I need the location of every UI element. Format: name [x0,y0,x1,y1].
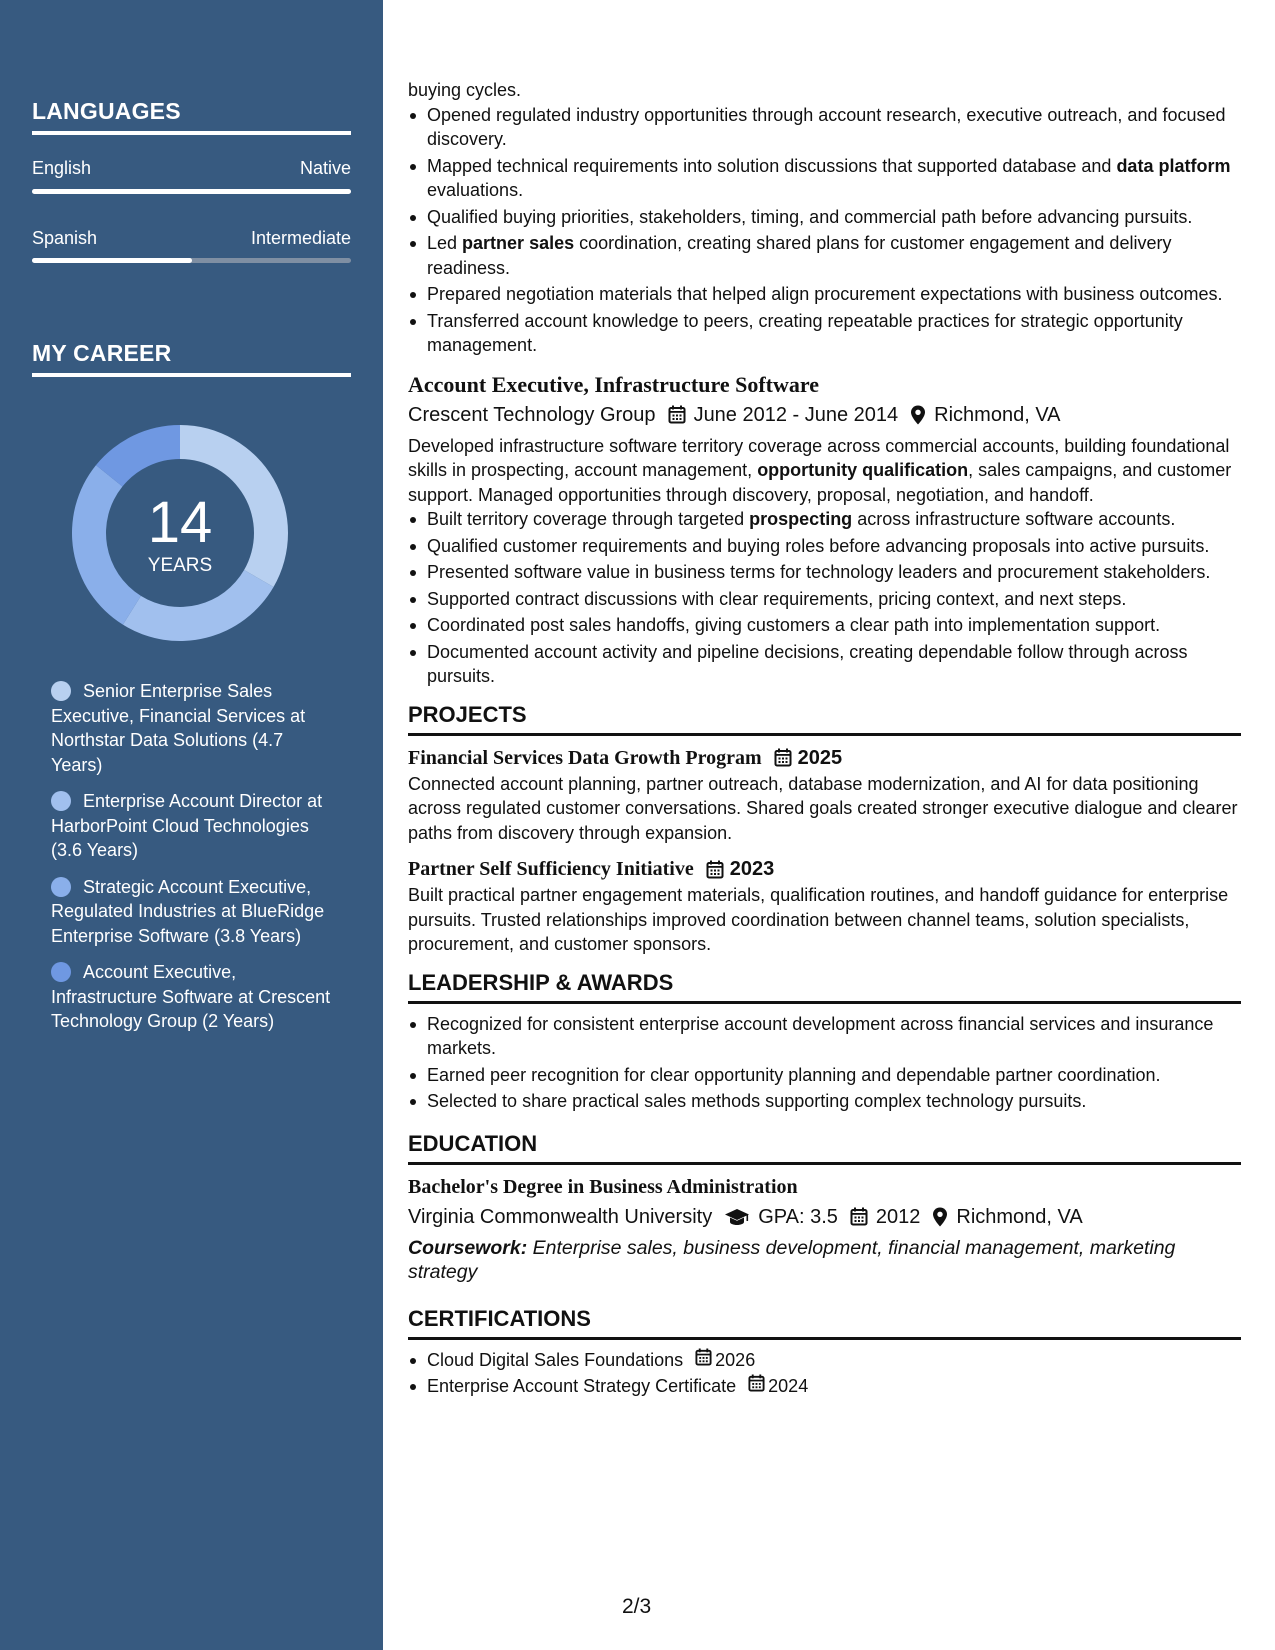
project-description: Built practical partner engagement materials, qualification routines, and handoff guidance for enterprise pursuits. Trusted relationships improved coordination between channel teams, solution specialists, procurement, and customer sponsors. [408,885,1229,954]
career-list [51,679,331,1046]
job-dates: June 2012 - June 2014 [693,403,899,426]
project-description: Connected account planning, partner outreach, database modernization, and AI for data positioning across regulated customer conversations. Shared goals created stronger executive dialogue and clearer paths from discovery through expansion. [408,773,1238,843]
donut-segment [123,570,274,641]
projects-heading: PROJECTS [408,701,1241,736]
prev-job-tail: buying cycles. [408,80,522,100]
leadership-item: Earned peer recognition for clear opportunity planning and dependable partner coordination. [408,1063,1241,1088]
text-run: Developed infrastructure software territory coverage across commercial accounts, building foundational skills in prospecting, account management, [408,435,1230,480]
bullet-item [408,560,1241,585]
bullet-item [408,282,1241,307]
career-item-text: Strategic Account Executive, Regulated Industries at BlueRidge Enterprise Software (3.8 Years) [51,876,325,946]
language-bar-english [32,189,351,194]
language-name: English [32,158,92,178]
language-level: Intermediate [250,228,351,248]
text-run: Built territory coverage through targeted [427,509,750,529]
bullet-item [408,640,1241,689]
text-run: across infrastructure software accounts. [852,509,1176,529]
career-dot-icon [51,681,71,701]
location-pin-icon [910,405,926,425]
location-pin-icon [932,1207,948,1227]
calendar-icon [706,860,724,879]
job-summary [408,434,1241,508]
certification-item [408,1348,1241,1373]
project-item [408,744,1241,846]
career-item-text: Enterprise Account Director at HarborPoint Cloud Technologies (3.6 Years) [51,791,323,860]
language-bar-fill [32,189,351,194]
page-number: 2/3 [622,1595,652,1618]
job-company: Crescent Technology Group [408,403,656,426]
text-run: evaluations. [427,180,524,200]
text-run: Supported contract discussions with clear requirements, pricing context, and next steps. [427,588,1127,609]
text-run: Led [427,233,463,253]
project-title-row [408,855,1241,883]
text-run: coordination, creating shared plans for customer engagement and delivery readiness. [427,233,1172,278]
calendar-icon [748,1374,768,1392]
text-run: Prepared negotiation materials that helped align procurement expectations with business outcomes. [427,284,1223,304]
career-heading: MY CAREER [32,340,351,377]
career-item [51,875,331,949]
calendar-icon [850,1207,868,1226]
bold-text: opportunity qualification [757,460,969,480]
certification-name: Cloud Digital Sales Foundations [427,1349,684,1370]
certification-item [408,1374,1241,1399]
certification-name: Enterprise Account Strategy Certificate [427,1376,737,1396]
languages-heading: LANGUAGES [32,98,351,135]
leadership-heading: LEADERSHIP & AWARDS [408,969,1241,1004]
career-item [51,789,331,863]
job-title: Account Executive, Infrastructure Software [408,371,819,397]
leadership-item: Selected to share practical sales methods supporting complex technology pursuits. [408,1089,1241,1114]
sidebar [0,0,383,1650]
text-run: Transferred account knowledge to peers, creating repeatable practices for strategic opportunity management. [427,310,1183,355]
bullet-item [408,309,1241,358]
text-run: Presented software value in business terms for technology leaders and procurement stakeholders. [427,562,1211,582]
job-bullets [408,507,1241,689]
bullet-item [408,154,1241,203]
career-years-unit: YEARS [147,555,213,576]
career-dot-icon [51,962,71,982]
certification-year: 2024 [768,1376,809,1396]
job-location: Richmond, VA [934,403,1061,426]
text-run: Opened regulated industry opportunities through account research, executive outreach, and focused discovery. [427,104,1226,149]
bullet-item [408,587,1241,612]
career-total-years: 14 [147,490,213,555]
text-run: Coordinated post sales handoffs, giving customers a clear path into implementation support. [427,615,1161,635]
career-item [51,679,331,777]
bullet-item [408,205,1241,230]
career-dot-icon [51,791,71,811]
calendar-icon [774,748,792,767]
language-bar-spanish [32,258,351,263]
graduation-cap-icon [724,1208,750,1226]
education-location: Richmond, VA [956,1205,1083,1228]
education-year: 2012 [875,1205,921,1228]
language-bar-fill [32,258,192,263]
career-item-text: Senior Enterprise Sales Executive, Financial Services at Northstar Data Solutions (4.7 Years) [51,681,306,775]
project-year: 2025 [797,746,843,769]
education-degree: Bachelor's Degree in Business Administration [408,1175,798,1198]
project-year: 2023 [729,858,775,880]
bold-text: prospecting [749,509,853,529]
bullet-item [408,534,1241,559]
project-item [408,855,1241,957]
job-meta [408,400,1241,430]
project-title: Partner Self Sufficiency Initiative [408,858,694,880]
donut-segment [72,465,141,625]
project-title-row [408,744,1241,772]
prev-job-bullets [408,103,1241,358]
text-run: Qualified buying priorities, stakeholders, timing, and commercial path before advancing pursuits. [427,206,1193,227]
text-run: Documented account activity and pipeline decisions, creating dependable follow through across pursuits. [427,641,1188,686]
education-coursework [408,1236,1241,1285]
text-run: Qualified customer requirements and buying roles before advancing proposals into active pursuits. [427,535,1210,556]
bold-text: partner sales [462,233,575,253]
text-run: Mapped technical requirements into solution discussions that supported database and [427,155,1117,176]
career-dot-icon [51,877,71,897]
certification-year: 2026 [715,1349,756,1370]
education-heading: EDUCATION [408,1130,1241,1165]
certifications-heading: CERTIFICATIONS [408,1305,1241,1340]
calendar-icon [668,405,686,424]
bullet-item [408,613,1241,638]
project-title: Financial Services Data Growth Program [408,746,762,769]
text-run: , sales campaigns, and customer support. Managed opportunities through discovery, proposal, negotiation, and handoff. [408,460,1232,505]
bold-text: data platform [1116,155,1231,176]
certifications-list [408,1348,1241,1399]
leadership-list [408,1012,1241,1114]
career-item-text: Account Executive, Infrastructure Software at Crescent Technology Group (2 Years) [51,962,331,1031]
coursework-label: Coursework: [408,1236,528,1259]
calendar-icon [695,1348,715,1366]
career-item [51,960,331,1034]
bullet-item [408,231,1241,280]
main-content [408,78,1241,1401]
bullet-item [408,507,1241,532]
education-school: Virginia Commonwealth University [408,1205,713,1228]
language-row-english [32,158,351,179]
language-level: Native [299,158,351,178]
language-name: Spanish [32,228,98,248]
bullet-item [408,103,1241,152]
leadership-item: Recognized for consistent enterprise account development across financial services and insurance markets. [408,1012,1241,1061]
education-meta [408,1202,1241,1232]
coursework-text: Enterprise sales, business development, financial management, marketing strategy [408,1236,1176,1283]
education-gpa: GPA: 3.5 [758,1205,838,1228]
career-donut-chart [64,419,296,647]
career-donut-svg [64,419,296,647]
language-row-spanish [32,228,351,249]
